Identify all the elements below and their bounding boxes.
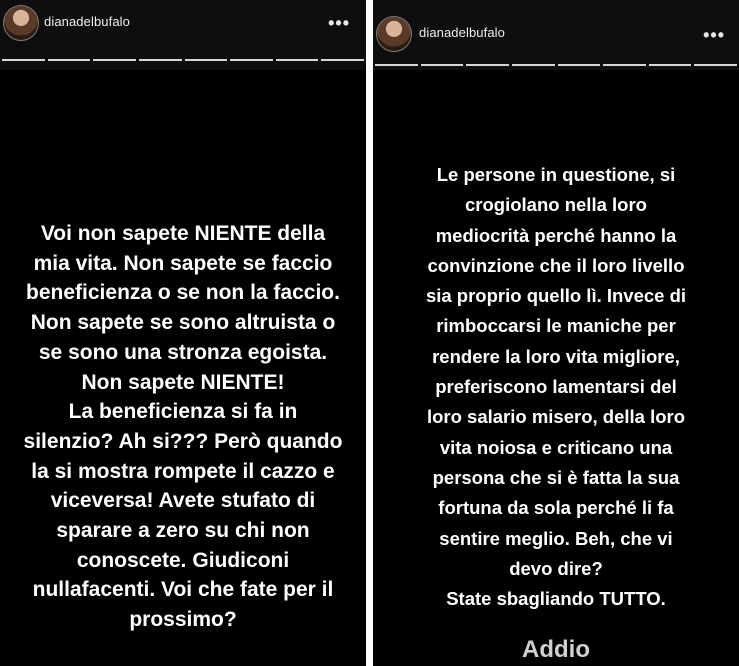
progress-segment: [48, 59, 91, 61]
progress-segment: [139, 59, 182, 61]
progress-segment: [466, 64, 509, 66]
story-panel-right[interactable]: [373, 0, 739, 666]
progress-segment: [694, 64, 737, 66]
progress-segment: [512, 64, 555, 66]
story-progress-bar: [2, 59, 364, 61]
story-panel-left[interactable]: [0, 0, 366, 666]
username-label[interactable]: dianadelbufalo: [419, 25, 505, 40]
story-body-text: Voi non sapete NIENTE della mia vita. Non sapete se faccio beneficienza o se non la faccio. Non sapete se sono altruista o se sono una stronza egoista. Non sapete NIENTE! La beneficienza si fa in silenzio? Ah si??? Però quando la si mostra rompete il cazzo e viceversa! Avete stufato di sparare a zero su chi non conoscete. Giudiconi nullafacenti. Voi che fate per il prossimo?: [23, 222, 343, 632]
progress-segment: [230, 59, 273, 61]
story-header: [0, 0, 366, 70]
more-options-icon[interactable]: •••: [703, 25, 725, 45]
story-closing-text: Addio: [522, 636, 590, 663]
progress-segment: [649, 64, 692, 66]
progress-segment: [2, 59, 45, 61]
story-header: [373, 0, 739, 70]
story-body-text: Le persone in questione, si crogiolano nella loro mediocrità perché hanno la convinzione che il loro livello sia proprio quello lì. Invece di rimboccarsi le maniche per rendere la loro vita migliore, preferiscono lamentarsi del loro salario misero, della loro vita noiosa e criticano una persona che si è fatta la sua fortuna da sola perché li fa sentire meglio. Beh, che vi devo dire? State sbagliando TUTTO.: [425, 164, 687, 610]
username-label[interactable]: dianadelbufalo: [44, 14, 130, 29]
avatar[interactable]: [376, 16, 412, 52]
progress-segment: [321, 59, 364, 61]
progress-segment: [421, 64, 464, 66]
progress-segment: [558, 64, 601, 66]
progress-segment: [185, 59, 228, 61]
more-options-icon[interactable]: •••: [328, 13, 350, 33]
progress-segment: [603, 64, 646, 66]
progress-segment: [375, 64, 418, 66]
progress-segment: [276, 59, 319, 61]
avatar[interactable]: [3, 5, 39, 41]
story-progress-bar: [375, 64, 737, 66]
progress-segment: [93, 59, 136, 61]
